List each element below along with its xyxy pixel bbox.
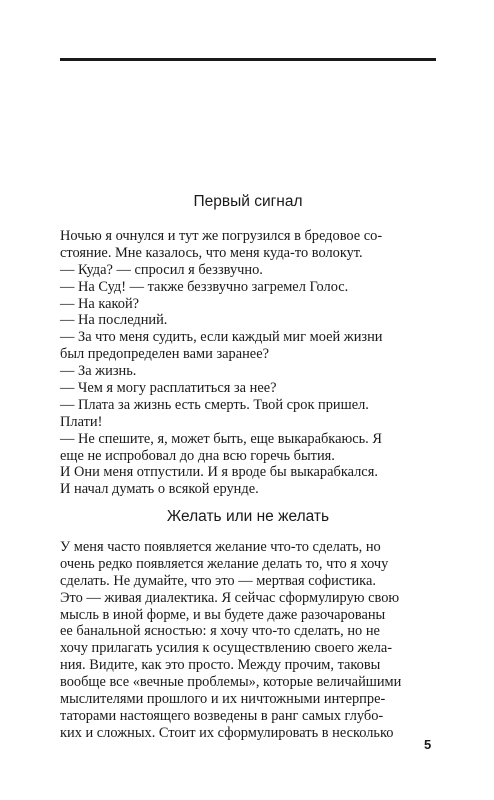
text-line: сделать. Не думайте, что это — мертвая софистика. (60, 572, 376, 589)
text-line: еще не испробовал до дна всю горечь бытия. (60, 447, 335, 464)
text-line: — Не спешите, я, может быть, еще выкарабкаюсь. Я (60, 430, 382, 447)
text-line: — Куда? — спросил я беззвучно. (60, 261, 263, 278)
section-body-to-want-or-not (60, 539, 440, 742)
text-line: — На Суд! — также беззвучно загремел Голос. (60, 278, 349, 295)
top-rule (60, 58, 436, 61)
text-line: ния. Видите, как это просто. Между прочим, таковы (60, 657, 381, 674)
text-line: был предопределен вами заранее? (60, 346, 269, 363)
text-line: — За жизнь. (60, 363, 137, 380)
text-line: И начал думать о всякой ерунде. (60, 481, 259, 498)
text-line: таторами настоящего возведены в ранг самых глубо- (60, 707, 384, 724)
page-number: 5 (424, 737, 432, 752)
text-line: мысль в иной форме, и вы будете даже разочарованы (60, 606, 386, 623)
text-line: стояние. Мне казалось, что меня куда-то волокут. (60, 244, 363, 261)
text-line: Ночью я очнулся и тут же погрузился в бредовое со- (60, 228, 383, 244)
section-heading-first-signal: Первый сигнал (193, 193, 303, 210)
text-line: Плати! (60, 413, 103, 430)
text-line: — Чем я могу расплатиться за нее? (60, 380, 277, 397)
text-line: Это — живая диалектика. Я сейчас сформулирую свою (60, 589, 400, 606)
text-line: И Они меня отпустили. И я вроде бы выкарабкался. (60, 464, 378, 481)
section-body-first-signal (60, 228, 440, 498)
text-line: вообще все «вечные проблемы», которые величайшими (60, 674, 402, 691)
text-line: — На последний. (60, 312, 168, 329)
text-line: У меня часто появляется желание что-то сделать, но (60, 539, 381, 555)
text-line: мыслителями прошлого и их ничтожными интерпре- (60, 691, 386, 708)
text-line: — На какой? (60, 295, 140, 312)
text-line: ких и сложных. Стоит их сформулировать в несколько (60, 724, 394, 741)
text-line: очень редко появляется желание делать то, что я хочу (60, 555, 389, 572)
section-heading-to-want-or-not: Желать или не желать (166, 508, 330, 525)
text-line: ее банальной ясностью: я хочу что-то сделать, но не (60, 623, 380, 640)
text-line: — Плата за жизнь есть смерть. Твой срок пришел. (60, 396, 369, 413)
text-line: — За что меня судить, если каждый миг моей жизни (60, 329, 383, 346)
text-line: хочу прилагать усилия к осуществлению своего жела- (60, 640, 393, 657)
